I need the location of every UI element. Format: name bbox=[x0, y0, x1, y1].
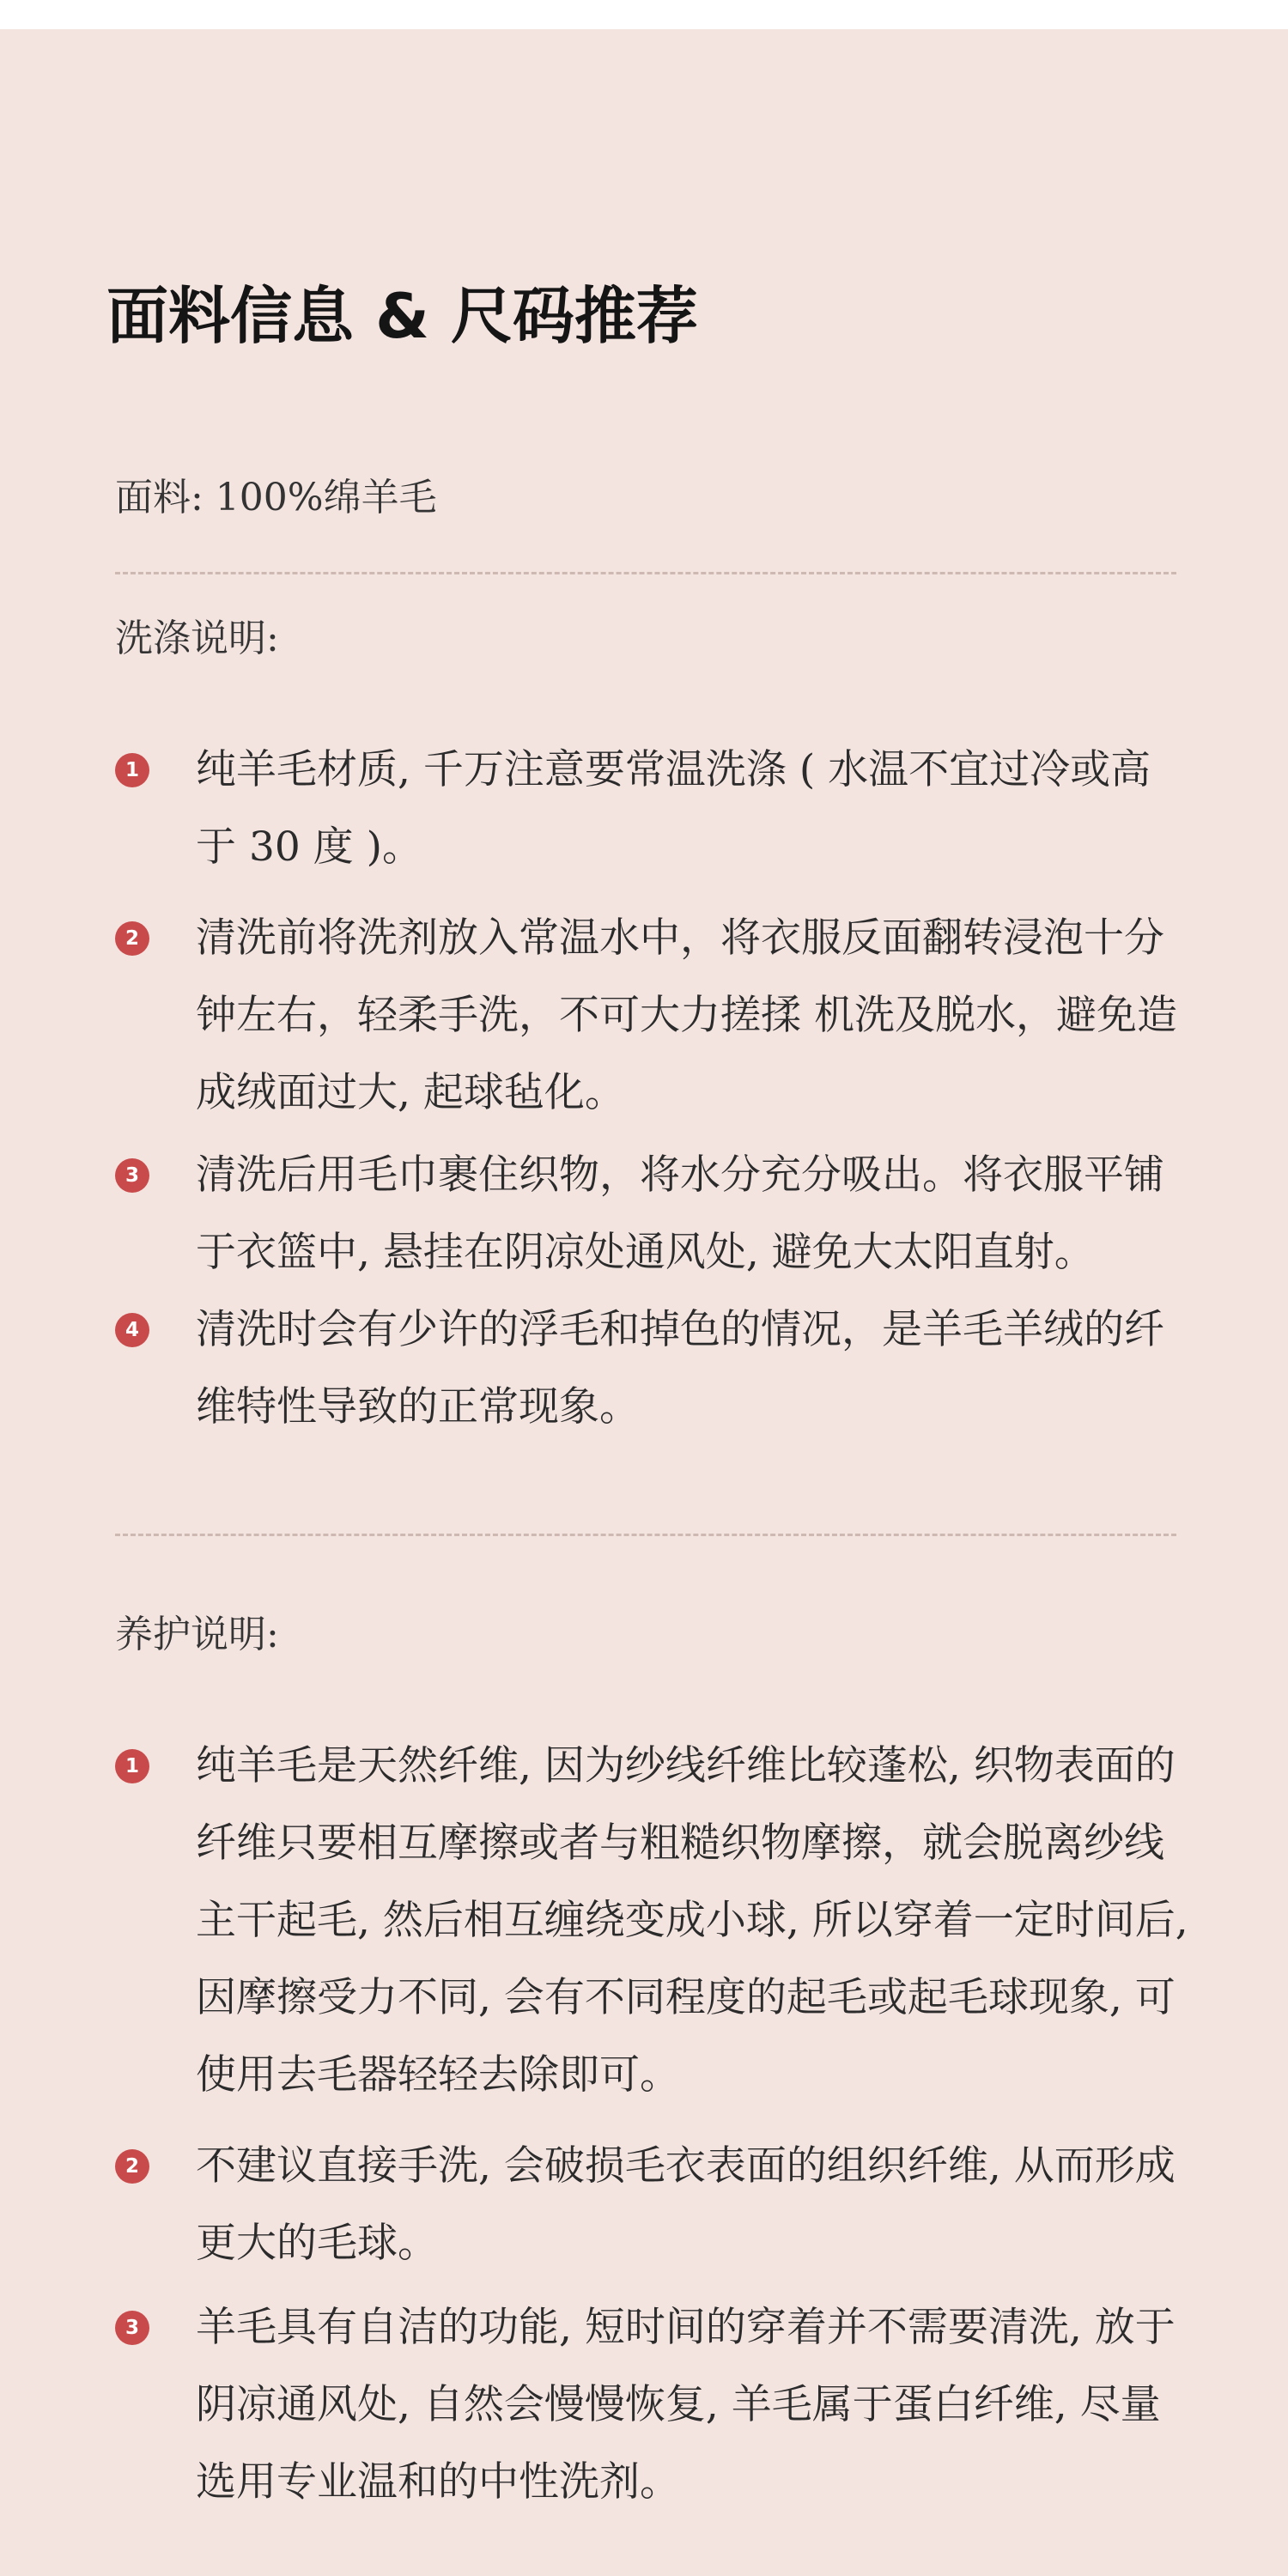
number-badge: 1 bbox=[115, 753, 149, 787]
number-badge: 3 bbox=[115, 2311, 149, 2345]
list-item-text: 清洗后用毛巾裹住织物，将水分充分吸出。将衣服平铺于衣篮中, 悬挂在阴凉处通风处, 避免大太阳直射。 bbox=[196, 1151, 1164, 1276]
washing-heading: 洗涤说明: bbox=[115, 617, 279, 660]
page-title: 面料信息 & 尺码推荐 bbox=[106, 280, 698, 352]
list-item-text: 清洗前将洗剂放入常温水中，将衣服反面翻转浸泡十分钟左右，轻柔手洗，不可大力搓揉 机洗及脱水，避免造成绒面过大, 起球毡化。 bbox=[196, 914, 1177, 1116]
number-badge: 4 bbox=[115, 1313, 149, 1347]
list-item bbox=[0, 2128, 1288, 2282]
care-list bbox=[0, 1728, 1288, 2521]
list-item bbox=[0, 2289, 1288, 2521]
washing-list bbox=[0, 732, 1288, 1446]
list-item bbox=[0, 732, 1288, 886]
list-item bbox=[0, 900, 1288, 1132]
list-item-text: 清洗时会有少许的浮毛和掉色的情况，是羊毛羊绒的纤维特性导致的正常现象。 bbox=[196, 1306, 1164, 1431]
list-item bbox=[0, 1137, 1288, 1291]
number-badge: 2 bbox=[115, 921, 149, 956]
divider bbox=[115, 1534, 1176, 1536]
list-item bbox=[0, 1728, 1288, 2114]
care-heading: 养护说明: bbox=[115, 1613, 279, 1656]
number-badge: 2 bbox=[115, 2149, 149, 2184]
fabric-composition: 面料: 100%绵羊毛 bbox=[115, 476, 437, 519]
number-badge: 3 bbox=[115, 1158, 149, 1193]
divider bbox=[115, 572, 1176, 574]
list-item bbox=[0, 1291, 1288, 1446]
list-item-text: 不建议直接手洗, 会破损毛衣表面的组织纤维, 从而形成更大的毛球。 bbox=[196, 2142, 1176, 2267]
list-item-text: 纯羊毛是天然纤维, 因为纱线纤维比较蓬松, 织物表面的纤维只要相互摩擦或者与粗糙织物摩擦，就会脱离纱线主干起毛, 然后相互缠绕变成小球, 所以穿着一定时间后, 因摩擦受力不同, 会有不同程度的起毛或起毛球现象, 可使用去毛器轻轻去除即可。 bbox=[196, 1742, 1188, 2099]
list-item-text: 羊毛具有自洁的功能, 短时间的穿着并不需要清洗, 放于阴凉通风处, 自然会慢慢恢复, 羊毛属于蛋白纤维, 尽量选用专业温和的中性洗剂。 bbox=[196, 2304, 1176, 2506]
number-badge: 1 bbox=[115, 1749, 149, 1783]
list-item-text: 纯羊毛材质, 千万注意要常温洗涤 ( 水温不宜过冷或高于 30 度 )。 bbox=[196, 746, 1151, 871]
